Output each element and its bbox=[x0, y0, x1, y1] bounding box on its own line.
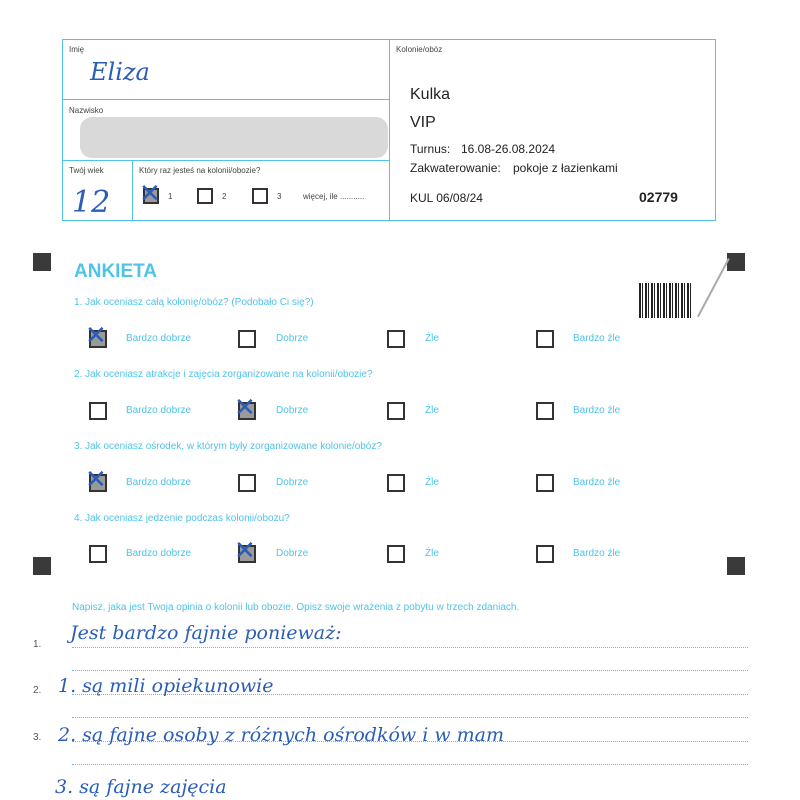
answer-checkbox[interactable] bbox=[536, 474, 554, 492]
alignment-marker bbox=[33, 253, 51, 271]
answer-label: Dobrze bbox=[276, 477, 309, 488]
redaction-block bbox=[80, 117, 388, 158]
answer-label: Bardzo źle bbox=[573, 477, 621, 488]
pen-stroke bbox=[697, 258, 730, 317]
question-3: 3. Jak oceniasz ośrodek, w którym były zorganizowane kolonie/obóz? bbox=[74, 441, 382, 452]
survey-title: ANKIETA bbox=[74, 261, 158, 282]
divider bbox=[62, 160, 389, 161]
answer-label: Bardzo źle bbox=[573, 548, 621, 559]
check-mark-icon: ✕ bbox=[234, 393, 256, 423]
accommodation-value: pokoje z łazienkami bbox=[513, 161, 618, 175]
answer-label: Bardzo dobrze bbox=[126, 405, 192, 416]
form-number: 02779 bbox=[639, 189, 678, 205]
check-mark-icon: ✕ bbox=[85, 465, 107, 495]
divider bbox=[389, 39, 390, 220]
check-mark-icon: ✕ bbox=[139, 179, 161, 209]
check-mark-icon: ✕ bbox=[85, 321, 107, 351]
answer-label: Źle bbox=[425, 548, 439, 559]
camp-label: Kolonie/obóz bbox=[396, 45, 443, 54]
answer-label: Dobrze bbox=[276, 548, 309, 559]
opinion-prompt: Napisz, jaka jest Twoja opinia o kolonii lub obozie. Opisz swoje wrażenia z pobytu w trzech zdaniach. bbox=[72, 602, 520, 613]
turnus-label: Turnus: bbox=[410, 142, 451, 156]
answer-label: Źle bbox=[425, 333, 439, 344]
turnus-value: 16.08-26.08.2024 bbox=[461, 142, 556, 156]
handwritten-line: 1. są mili opiekunowie bbox=[58, 675, 274, 697]
alignment-marker bbox=[727, 557, 745, 575]
times-option-3: 3 bbox=[277, 192, 282, 201]
alignment-marker bbox=[727, 253, 745, 271]
answer-checkbox[interactable] bbox=[536, 330, 554, 348]
answer-checkbox[interactable] bbox=[387, 330, 405, 348]
answer-checkbox[interactable] bbox=[234, 536, 256, 566]
writing-line bbox=[72, 647, 748, 648]
answer-label: Bardzo dobrze bbox=[126, 548, 192, 559]
answer-checkbox[interactable] bbox=[387, 402, 405, 420]
question-4: 4. Jak oceniasz jedzenie podczas kolonii/obozu? bbox=[74, 513, 290, 524]
writing-line bbox=[72, 764, 748, 765]
answer-checkbox[interactable] bbox=[234, 393, 256, 423]
name-value: Eliza bbox=[90, 58, 150, 86]
answer-checkbox[interactable] bbox=[85, 321, 107, 351]
line-number-3: 3. bbox=[33, 732, 42, 743]
answer-label: Bardzo źle bbox=[573, 405, 621, 416]
answer-checkbox[interactable] bbox=[387, 474, 405, 492]
question-1: 1. Jak oceniasz całą kolonię/obóz? (Podobało Ci się?) bbox=[74, 297, 314, 308]
writing-line bbox=[72, 717, 748, 718]
divider bbox=[132, 160, 133, 220]
times-option-more: więcej, ile ........... bbox=[303, 192, 365, 201]
handwritten-line: 2. są fajne osoby z różnych ośrodków i w mam bbox=[58, 724, 504, 746]
times-checkbox-3[interactable] bbox=[252, 188, 268, 204]
question-2: 2. Jak oceniasz atrakcje i zajęcia zorganizowane na kolonii/obozie? bbox=[74, 369, 373, 380]
times-checkbox-2[interactable] bbox=[197, 188, 213, 204]
accommodation-label: Zakwaterowanie: bbox=[410, 161, 501, 175]
answer-checkbox[interactable] bbox=[387, 545, 405, 563]
camp-type: VIP bbox=[410, 114, 436, 131]
barcode bbox=[639, 283, 693, 318]
handwritten-line: 3. są fajne zajęcia bbox=[55, 776, 227, 798]
name-label: Imię bbox=[69, 45, 85, 54]
times-label: Który raz jesteś na kolonii/obozie? bbox=[139, 166, 261, 175]
times-option-2: 2 bbox=[222, 192, 227, 201]
age-label: Twój wiek bbox=[69, 166, 104, 175]
writing-line bbox=[72, 670, 748, 671]
answer-label: Dobrze bbox=[276, 405, 309, 416]
times-checkbox-1[interactable] bbox=[139, 179, 161, 209]
surname-label: Nazwisko bbox=[69, 106, 104, 115]
check-mark-icon: ✕ bbox=[234, 536, 256, 566]
answer-checkbox[interactable] bbox=[536, 402, 554, 420]
handwritten-line: Jest bardzo fajnie ponieważ: bbox=[70, 622, 342, 644]
answer-checkbox[interactable] bbox=[536, 545, 554, 563]
camp-code: KUL 06/08/24 bbox=[410, 191, 483, 205]
times-option-1: 1 bbox=[168, 192, 173, 201]
answer-label: Źle bbox=[425, 477, 439, 488]
answer-label: Dobrze bbox=[276, 333, 309, 344]
answer-checkbox[interactable] bbox=[238, 330, 256, 348]
answer-label: Bardzo źle bbox=[573, 333, 621, 344]
line-number-1: 1. bbox=[33, 639, 42, 650]
alignment-marker bbox=[33, 557, 51, 575]
answer-checkbox[interactable] bbox=[89, 402, 107, 420]
line-number-2: 2. bbox=[33, 685, 42, 696]
answer-label: Źle bbox=[425, 405, 439, 416]
camp-name: Kulka bbox=[410, 86, 451, 103]
answer-checkbox[interactable] bbox=[85, 465, 107, 495]
answer-checkbox[interactable] bbox=[89, 545, 107, 563]
answer-label: Bardzo dobrze bbox=[126, 477, 192, 488]
answer-checkbox[interactable] bbox=[238, 474, 256, 492]
age-value: 12 bbox=[72, 185, 111, 220]
answer-label: Bardzo dobrze bbox=[126, 333, 192, 344]
divider bbox=[62, 99, 389, 100]
